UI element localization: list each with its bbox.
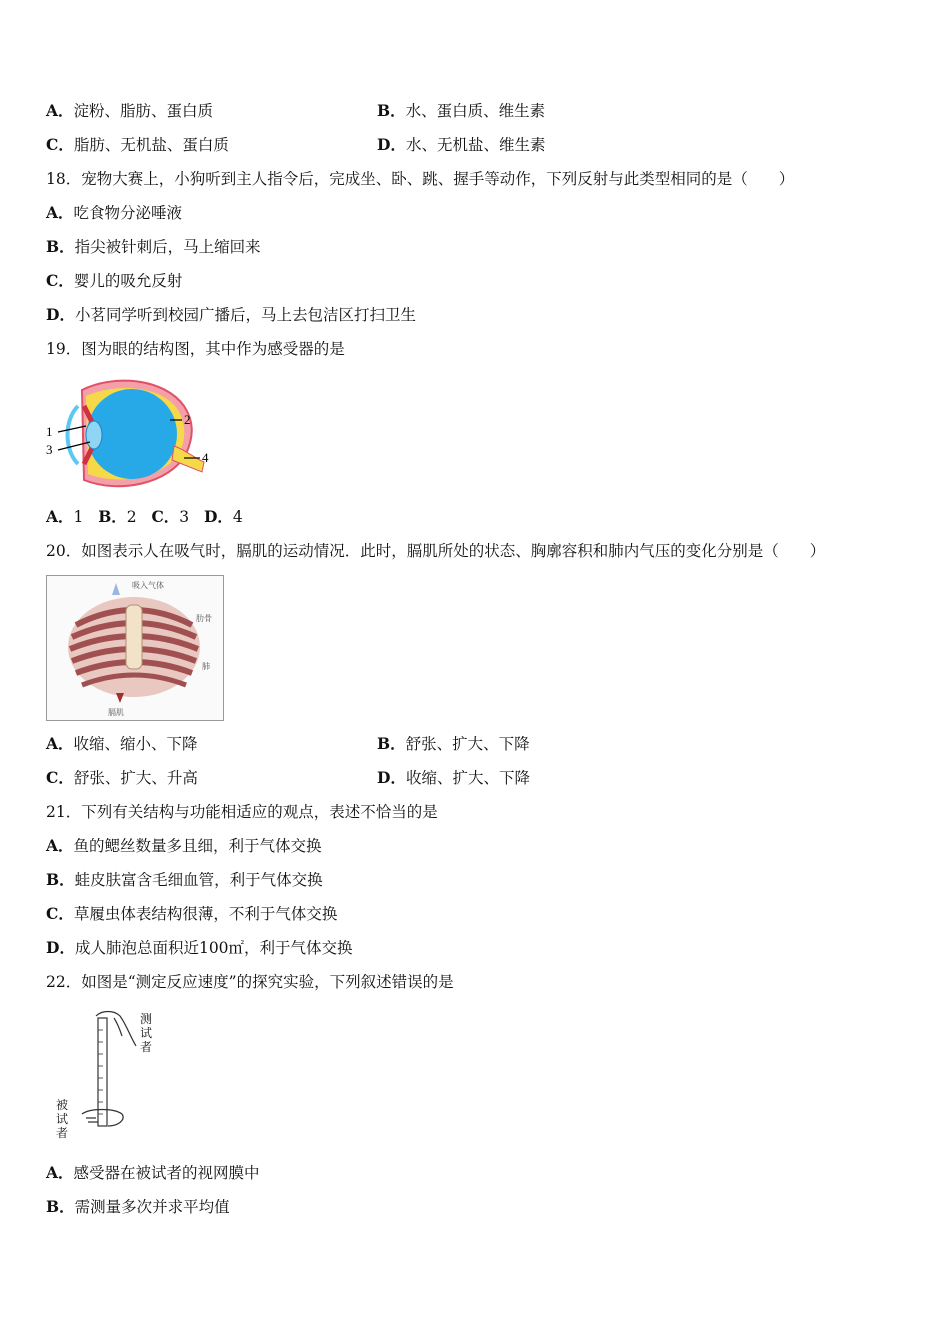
q17-option-b: B．水、蛋白质、维生素 — [377, 101, 546, 120]
q17-option-d: D．水、无机盐、维生素 — [377, 135, 546, 154]
rib-cage-shape — [68, 597, 200, 697]
q19-stem: 19．图为眼的结构图，其中作为感受器的是 — [46, 340, 345, 358]
cornea-shape — [68, 406, 79, 464]
q20-option-a: A．收缩、缩小、下降 — [46, 734, 198, 753]
label-diaphragm: 膈肌 — [108, 708, 124, 717]
label-lung: 肺 — [202, 662, 210, 671]
q21-option-d: D．成人肺泡总面积近100㎡，利于气体交换 — [46, 938, 353, 957]
q17-option-c: C．脂肪、无机盐、蛋白质 — [46, 135, 229, 154]
q20-option-c: C．舒张、扩大、升高 — [46, 768, 198, 787]
eye-label-4: 4 — [202, 450, 209, 465]
eye-label-1: 1 — [46, 424, 53, 439]
q18-option-b: B．指尖被针刺后，马上缩回来 — [46, 237, 261, 256]
q18-option-a: A．吃食物分泌唾液 — [46, 203, 183, 222]
q17-option-a: A．淀粉、脂肪、蛋白质 — [46, 101, 214, 120]
label-tester: 测试者 — [140, 1012, 153, 1054]
q21-option-b: B．蛙皮肤富含毛细血管，利于气体交换 — [46, 870, 323, 889]
q22-option-a: A．感受器在被试者的视网膜中 — [46, 1163, 260, 1182]
eye-label-3: 3 — [46, 442, 53, 457]
q22-stem: 22．如图是“测定反应速度”的探究实验，下列叙述错误的是 — [46, 973, 454, 991]
q18-option-d: D．小茗同学听到校园广播后，马上去包洁区打扫卫生 — [46, 305, 416, 324]
q19-options: A．1 B．2 C．3 D．4 — [46, 507, 243, 526]
q20-option-d: D．收缩、扩大、下降 — [377, 768, 530, 787]
q21-stem: 21．下列有关结构与功能相适应的观点，表述不恰当的是 — [46, 803, 438, 821]
eye-structure-figure — [44, 376, 214, 494]
lens-shape — [86, 421, 102, 449]
q18-stem: 18．宠物大赛上，小狗听到主人指令后，完成坐、卧、跳、握手等动作，下列反射与此类型相同的是（ ） — [46, 170, 795, 188]
q18-option-c: C．婴儿的吸允反射 — [46, 271, 183, 290]
label-rib: 肋骨 — [196, 614, 212, 623]
leader-line-1 — [58, 426, 86, 432]
label-air: 吸入气体 — [132, 581, 164, 590]
q22-option-b: B．需测量多次并求平均值 — [46, 1197, 230, 1216]
thorax-breathing-figure — [46, 575, 224, 721]
q21-option-a: A．鱼的鳃丝数量多且细，利于气体交换 — [46, 836, 322, 855]
q20-stem: 20．如图表示人在吸气时，膈肌的运动情况．此时，膈肌所处的状态、胸廓容积和肺内气压的变化分别是（ ） — [46, 542, 826, 560]
q21-option-c: C．草履虫体表结构很薄，不利于气体交换 — [46, 904, 338, 923]
q20-option-b: B．舒张、扩大、下降 — [377, 734, 530, 753]
eye-label-2: 2 — [184, 412, 191, 427]
label-subject: 被试者 — [56, 1098, 69, 1140]
